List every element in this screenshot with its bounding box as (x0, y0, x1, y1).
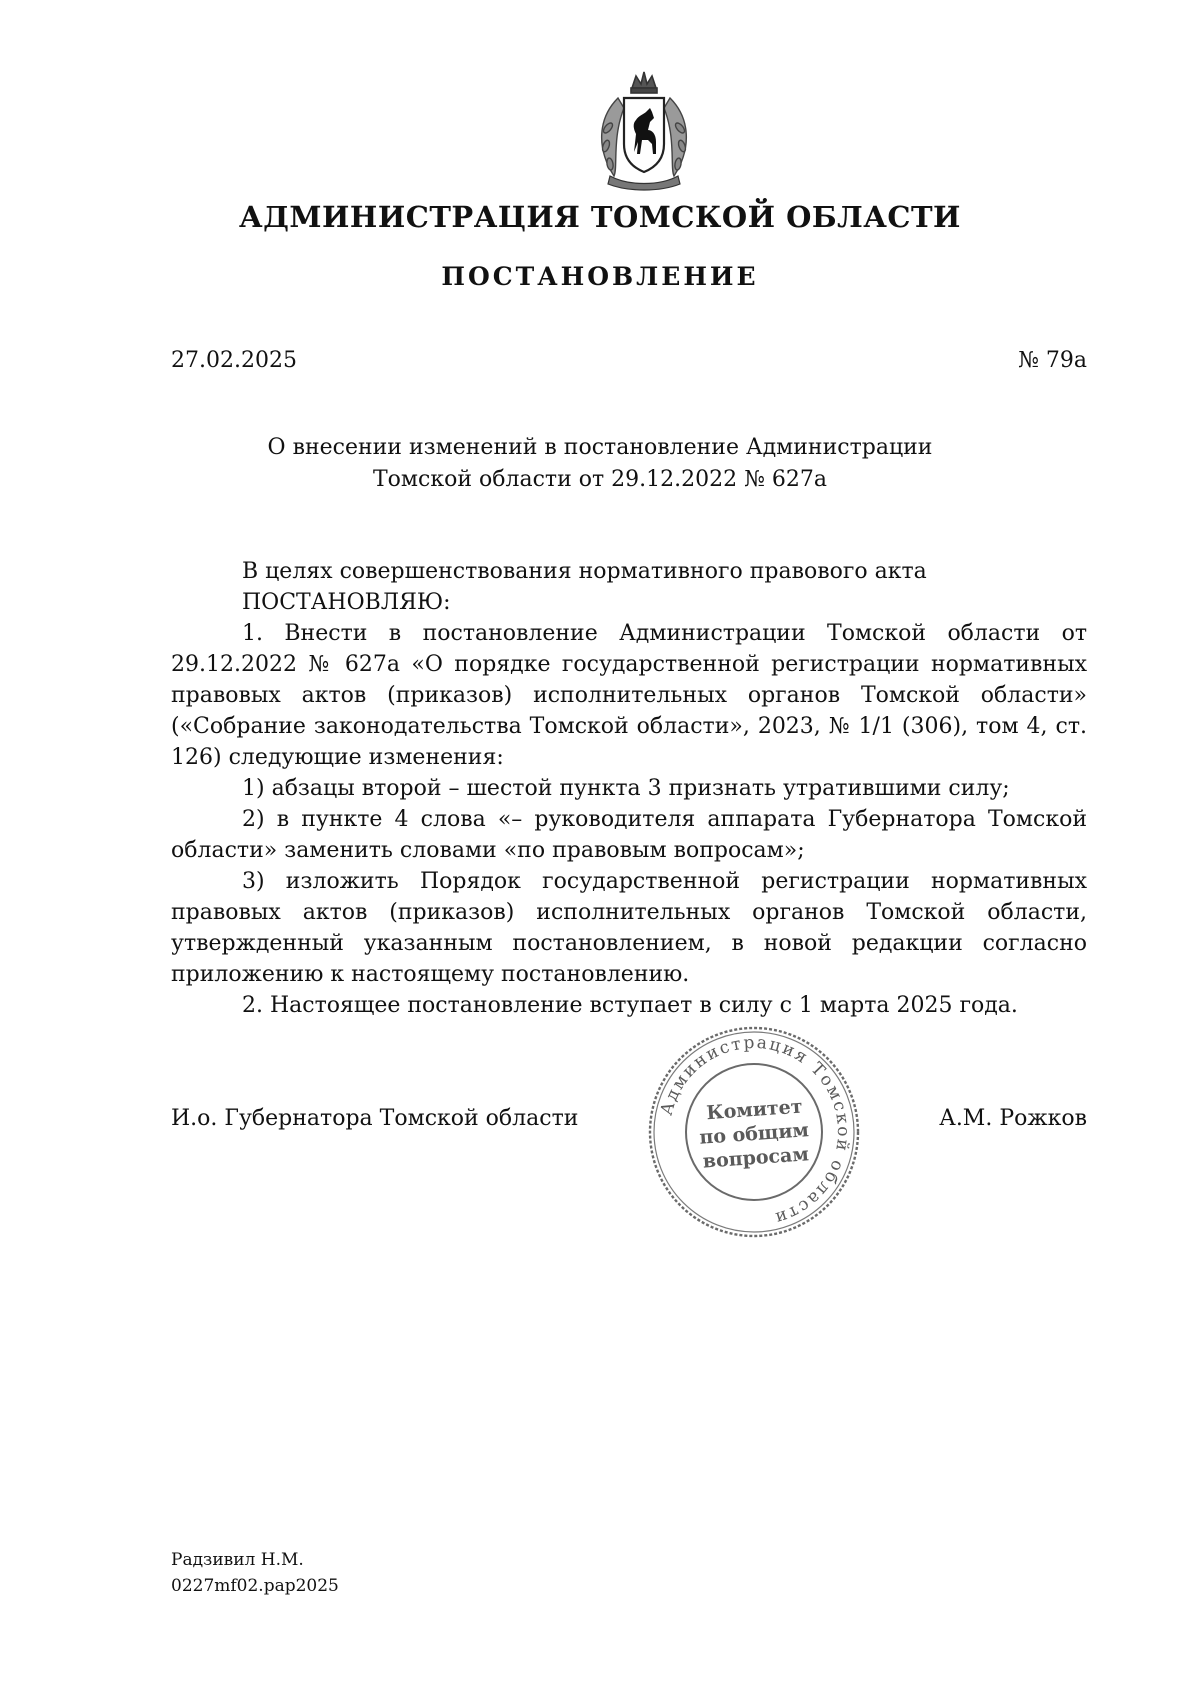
document-date: 27.02.2025 (171, 348, 297, 373)
resolve-word: ПОСТАНОВЛЯЮ: (242, 590, 451, 615)
intro-paragraph: В целях совершенствования нормативного правового акта (242, 559, 927, 584)
document-body (171, 556, 1087, 1021)
document-type: ПОСТАНОВЛЕНИЕ (441, 262, 759, 291)
stamp-center-line-2: по общим (698, 1119, 810, 1149)
item-2: 2) в пункте 4 слова «– руководителя аппарата Губернатора Томской области» заменить словами «по правовым вопросам»; (171, 807, 1087, 863)
organization-title: АДМИНИСТРАЦИЯ ТОМСКОЙ ОБЛАСТИ (239, 200, 961, 234)
stamp-ring-text: Администрация Томской области (656, 1032, 854, 1229)
item-3: 3) изложить Порядок государственной регистрации нормативных правовых актов (приказов) исполнительных органов Томской области, утвержденный указанным постановлением, в новой редакции согласно приложению к настоящему постановлению. (171, 869, 1087, 987)
official-stamp (644, 1022, 864, 1242)
subject-line-1: О внесении изменений в постановление Администрации (267, 435, 933, 460)
paragraph-2: 2. Настоящее постановление вступает в силу с 1 марта 2025 года. (242, 993, 1018, 1018)
document-number: № 79а (1018, 348, 1087, 373)
document-footer (171, 1547, 339, 1599)
signer-name: А.М. Рожков (939, 1106, 1087, 1131)
stamp-center-line-1: Комитет (705, 1095, 804, 1125)
coat-of-arms-icon (588, 68, 700, 196)
stamp-center-line-3: вопросам (702, 1143, 810, 1173)
executor-name: Радзивил Н.М. (171, 1550, 304, 1570)
file-code: 0227mf02.pap2025 (171, 1576, 339, 1596)
document-subject (0, 432, 1200, 496)
subject-line-2: Томской области от 29.12.2022 № 627а (372, 467, 828, 492)
signer-title: И.о. Губернатора Томской области (171, 1106, 579, 1131)
paragraph-1: 1. Внести в постановление Администрации Томской области от 29.12.2022 № 627а «О порядке государственной регистрации нормативных правовых актов (приказов) исполнительных органов Томской области» («Собрание законодательства Томской области», 2023, № 1/1 (306), том 4, ст. 126) следующие изменения: (171, 621, 1087, 770)
item-1: 1) абзацы второй – шестой пункта 3 признать утратившими силу; (242, 776, 1010, 801)
